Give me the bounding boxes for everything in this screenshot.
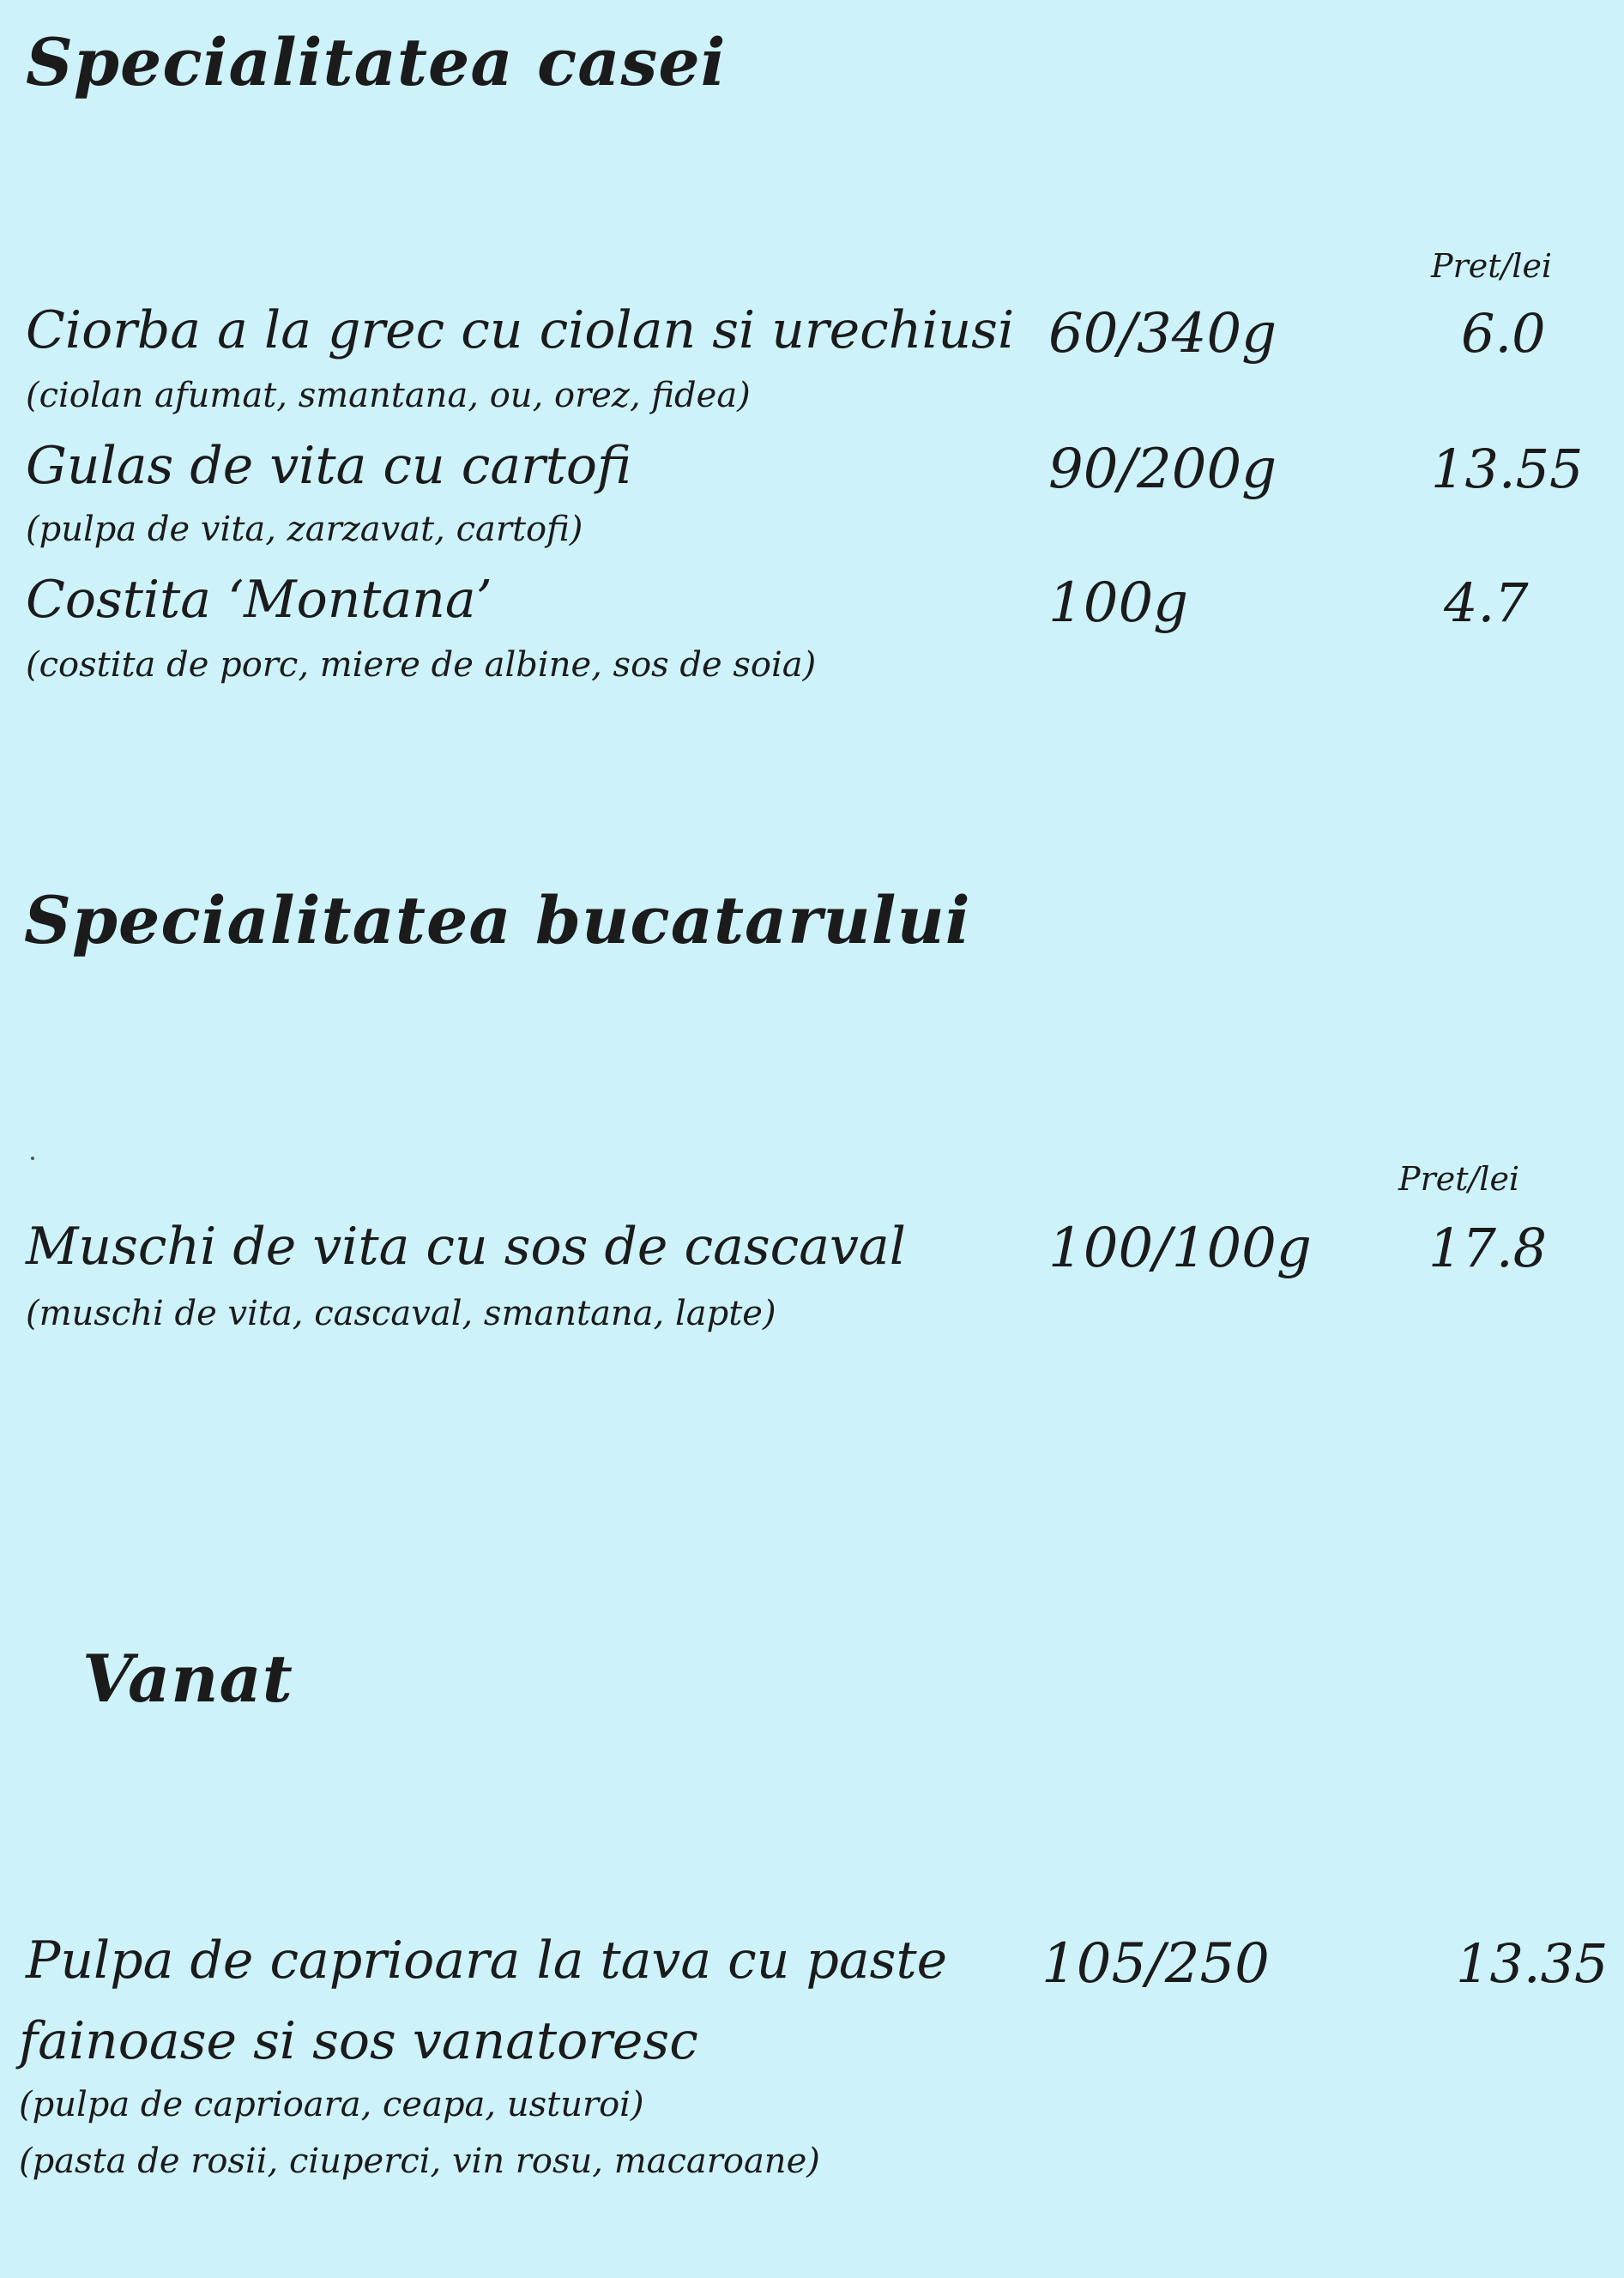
menu-item-name: Gulas de vita cu cartofi [26, 436, 632, 496]
paper-speck [31, 1157, 34, 1160]
menu-item-description: (ciolan afumat, smantana, ou, orez, fidea) [26, 376, 751, 415]
menu-item-price: 4.7 [1444, 571, 1529, 634]
menu-item-price: 13.55 [1431, 438, 1584, 500]
price-header: Pret/lei [1398, 1160, 1520, 1198]
menu-item-name: Muschi de vita cu sos de cascaval [26, 1217, 906, 1277]
menu-item-price: 13.35 [1456, 1932, 1609, 1995]
menu-item-weight: 105/250 [1041, 1932, 1270, 1996]
menu-item-name-continued: fainoase si sos vanatoresc [19, 2011, 698, 2071]
menu-item-weight: 90/200g [1048, 438, 1277, 501]
menu-item-price: 6.0 [1461, 302, 1546, 365]
section-title-vanat: Vanat [82, 1641, 293, 1717]
menu-item-price: 17.8 [1428, 1217, 1548, 1279]
section-title-specialitatea-casei: Specialitatea casei [26, 24, 727, 100]
menu-item-description: (pasta de rosii, ciuperci, vin rosu, macaroane) [19, 2142, 820, 2181]
menu-item-description: (pulpa de vita, zarzavat, cartofi) [26, 510, 583, 549]
menu-item-description: (pulpa de caprioara, ceapa, usturoi) [19, 2085, 644, 2124]
section-title-specialitatea-bucatarului: Specialitatea bucatarului [24, 882, 971, 958]
menu-item-description: (muschi de vita, cascaval, smantana, lapte) [26, 1294, 776, 1333]
price-header: Pret/lei [1431, 247, 1553, 285]
menu-item-name: Ciorba a la grec cu ciolan si urechiusi [26, 300, 1015, 360]
menu-item-name: Costita ‘Montana’ [26, 570, 492, 630]
menu-item-weight: 60/340g [1048, 302, 1277, 366]
menu-item-name: Pulpa de caprioara la tava cu paste [26, 1931, 948, 1991]
menu-item-weight: 100/100g [1048, 1217, 1312, 1280]
menu-item-description: (costita de porc, miere de albine, sos de soia) [26, 645, 817, 685]
menu-item-weight: 100g [1048, 571, 1189, 635]
